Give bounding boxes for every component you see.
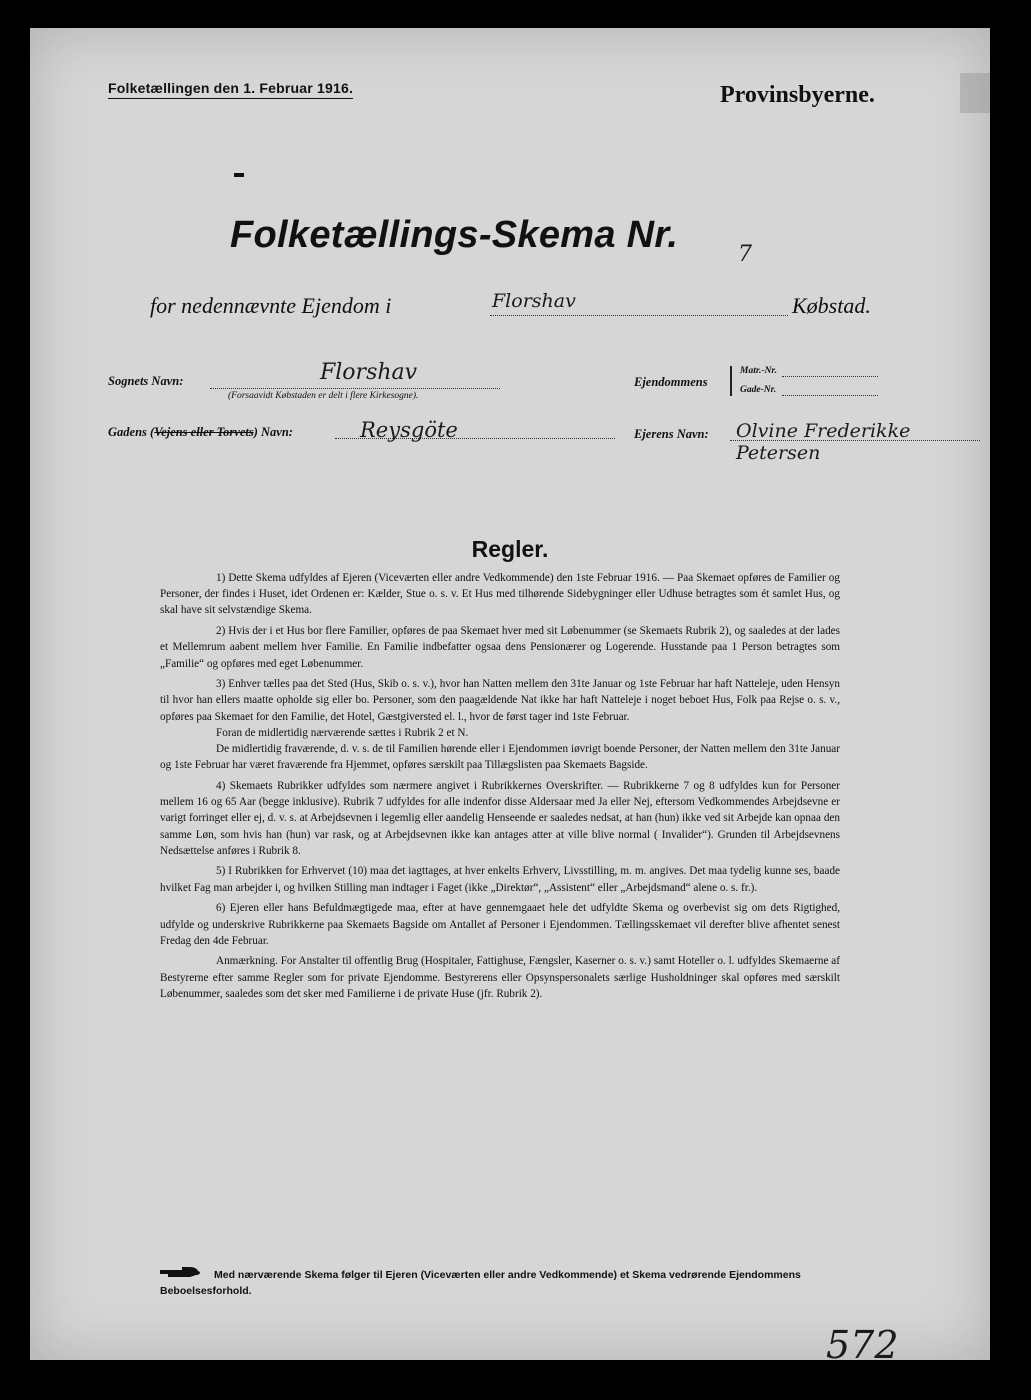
region-header: Provinsbyerne. bbox=[720, 82, 875, 108]
rule-paragraph: 1) Dette Skema udfyldes af Ejeren (Viceværten eller andre Vedkommende) den 1ste Februar 1916. — Paa Skemaet opføres de Familier og Personer, der findes i Huset, idet Ordenen er: Kælder, Stue o. s. v. Et Hus med tilhørende Sidebygninger eller Udhuse betragtes som ét samlet Hus, og skal have sit selvstændige Skema. bbox=[160, 572, 840, 617]
street-label bbox=[108, 425, 293, 440]
corner-smudge bbox=[960, 73, 990, 113]
street-number-label: Gade-Nr. bbox=[740, 385, 777, 395]
page-number-handwritten: 572 bbox=[826, 1323, 899, 1367]
rules-body bbox=[160, 570, 840, 1007]
town-dotted-line bbox=[490, 315, 788, 316]
subtitle-suffix: Købstad. bbox=[792, 293, 871, 318]
rule-paragraph: 6) Ejeren eller hans Befuldmægtigede maa, efter at have gennemgaaet hele det udfyldte Skema og overbevist sig om dets Rigtighed, udfylde og underskrive Rubrikkerne paa Skemaets Bagside om Antallet af Personer i Ejendommen. Tællingsskemaet vil derefter blive afhentet senest Fredag den 4de Februar. bbox=[160, 902, 840, 947]
parish-handwritten: Florshav bbox=[320, 360, 418, 385]
rule-paragraph: De midlertidig fraværende, d. v. s. de til Familien hørende eller i Ejendommen iøvrigt boende Personer, der Natten mellem den 31te Januar og 1ste Februar har været fraværende fra Hjemmet, opføres særskilt paa Tillægslisten paa Skemaets Bagside. bbox=[160, 743, 840, 772]
cadastral-number-label: Matr.-Nr. bbox=[740, 366, 777, 376]
street-label-part: ) Navn: bbox=[253, 425, 293, 439]
parish-label: Sognets Navn: bbox=[108, 374, 184, 388]
notice-text: Med nærværende Skema følger til Ejeren (Viceværten eller andre Vedkommende) et Skema vedrørende Ejendommens Beboelsesforhold. bbox=[160, 1269, 801, 1297]
property-brace bbox=[730, 366, 732, 396]
town-handwritten: Florshav bbox=[492, 290, 576, 312]
owner-handwritten: Olvine Frederikke Petersen bbox=[736, 420, 911, 464]
rule-paragraph: Foran de midlertidig nærværende sættes i Rubrik 2 et N. bbox=[216, 726, 469, 739]
street-number-dotted-line bbox=[782, 395, 878, 396]
parish-dotted-line bbox=[210, 388, 500, 389]
remark-paragraph: Anmærkning. For Anstalter til offentlig Brug (Hospitaler, Fattighuse, Fængsler, Kaserner o. s. v.) samt Hoteller o. l. udfyldes Skemaerne af Bestyrerne efter samme Regler som for private Ejendomme. Bestyrerens eller Opsynspersonalets særlige Husholdninger skal opføres med særskilt Løbenummer, saaledes som det sker med Familierne i de private Huse (jfr. Rubrik 2). bbox=[160, 955, 840, 1000]
pointing-hand-icon bbox=[160, 1266, 202, 1283]
street-label-part: Gadens ( bbox=[108, 425, 155, 439]
property-label: Ejendommens bbox=[634, 375, 708, 389]
subtitle-prefix: for nedennævnte Ejendom i bbox=[150, 293, 392, 318]
rule-paragraph: 3) Enhver tælles paa det Sted (Hus, Skib o. s. v.), hvor han Natten mellem den 31te Januar og 1ste Februar har haft Natteleje, uden Hensyn til hvor han ellers maatte opholde sig eller bo. Personer, som den paagældende Nat ikke har haft Natteleje i noget beboet Hus, Folk paa Rejse o. s. v., opføres paa Skemaet for den Familie, det Hotel, Gæstgiversted el. l., hvor de først tager ind 1ste Februar. bbox=[160, 678, 840, 723]
census-date-header: Folketællingen den 1. Februar 1916. bbox=[108, 80, 353, 99]
street-label-struck: Vejens eller Torvets bbox=[154, 425, 254, 439]
notice bbox=[160, 1266, 840, 1299]
census-form-page bbox=[30, 28, 990, 1367]
cadastral-dotted-line bbox=[782, 376, 878, 377]
parish-note: (Forsaavidt Købstaden er delt i flere Kirkesogne). bbox=[228, 391, 419, 401]
owner-label: Ejerens Navn: bbox=[634, 427, 709, 441]
rules-heading: Regler. bbox=[471, 536, 549, 562]
street-handwritten: Reysgöte bbox=[360, 418, 458, 442]
form-number-handwritten: 7 bbox=[738, 242, 752, 267]
rule-paragraph: 5) I Rubrikken for Erhvervet (10) maa det iagttages, at hver enkelts Erhverv, Livsstilling, m. m. angives. Det maa tydelig kunne ses, baade hvilket Fag man arbejder i, og hvilken Stilling man indtager i Faget (ikke „Direktør“, „Assistent“ eller „Arbejdsmand“ alene o. s. fr.). bbox=[160, 865, 840, 894]
rule-paragraph: 2) Hvis der i et Hus bor flere Familier, opføres de paa Skemaet hver med sit Løbenummer (se Skemaets Rubrik 2), og saaledes at der lades et Mellemrum aabent mellem hver Familie. En Familie indbefatter ogsaa dens Pensionærer og Logerende. Husstande paa 1 Person betragtes som „Familie“ og opføres med eget Løbenummer. bbox=[160, 625, 840, 670]
rule-paragraph: 4) Skemaets Rubrikker udfyldes som nærmere angivet i Rubrikkernes Overskrifter. — Rubrikkerne 7 og 8 udfyldes kun for Personer mellem 16 og 65 Aar (begge inklusive). Rubrik 7 udfyldes for alle indenfor disse Aldersaar med Ja eller Nej, eftersom Vedkommendes Arbejdsevne er varigt forringet eller ej, d. v. s. at Arbejdsevnen i legemlig eller aandelig Henseende er saaledes nedsat, at han (hun) ikke ved sit Arbejde kan opnaa den samme Løn, som hvis han (hun) var rask, og at Arbejdsevnen ikke kan antages atter at ville blive normal ( Invalider“). Grunden til Arbejdsevnens Nedsættelse anføres i Rubrik 8. bbox=[160, 779, 840, 857]
form-title: Folketællings-Skema Nr. bbox=[230, 214, 679, 256]
ink-mark bbox=[234, 173, 244, 177]
